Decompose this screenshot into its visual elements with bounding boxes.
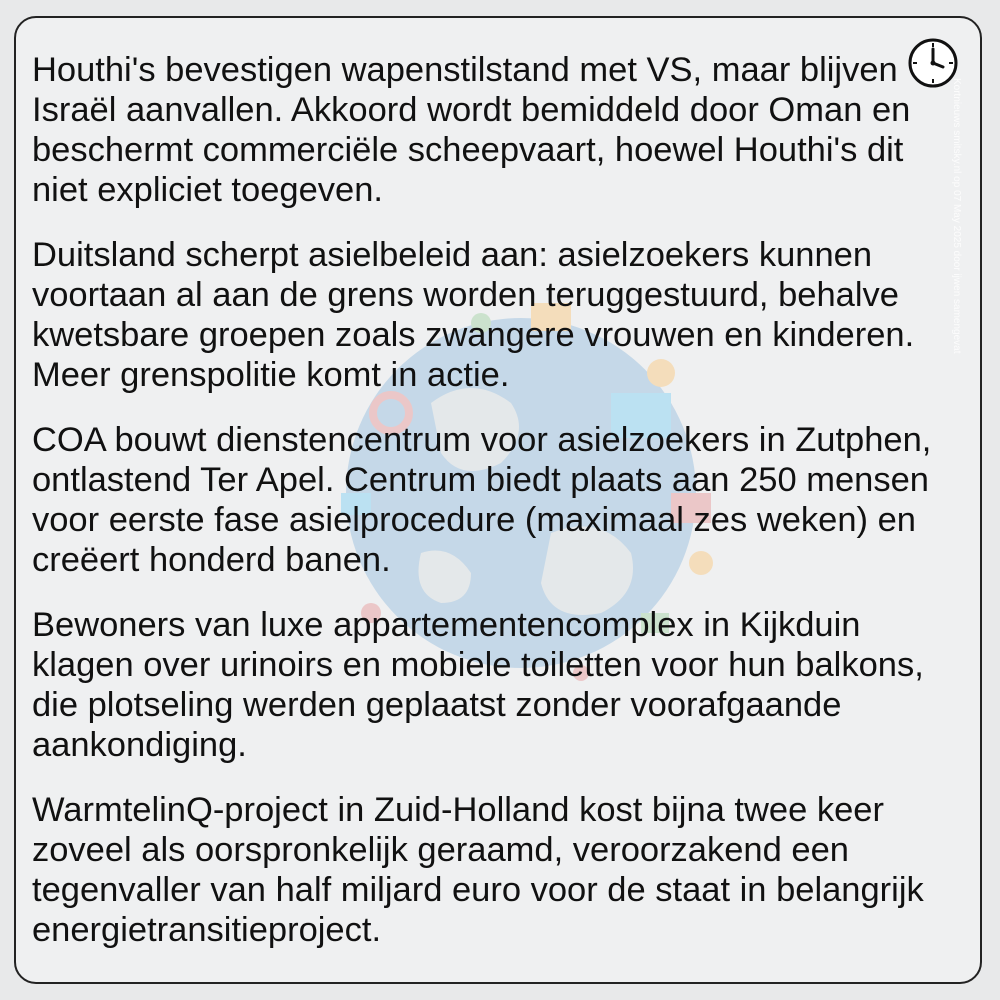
article-item: Houthi's bevestigen wapenstilstand met VS, maar blijven Israël aanvallen. Akkoord wordt bemiddeld door Oman en beschermt commerciële scheepvaart, hoewel Houthi's dit niet expliciet toegeven. <box>32 51 911 209</box>
article-list <box>32 50 952 975</box>
article-item: Bewoners van luxe appartementencomplex in Kijkduin klagen over urinoirs en mobiele toiletten voor hun balkons, die plotseling werden geplaatst zonder voorafgaande aankondiging. <box>32 606 924 764</box>
credit-text: Kortnieuws smitsky.nl op 07 May 2025 door ijwen samengevat <box>951 78 962 354</box>
article-item: WarmtelinQ-project in Zuid-Holland kost bijna twee keer zoveel als oorspronkelijk geraamd, veroorzakend een tegenvaller van half miljard euro voor de staat in belangrijk energietransitieproject. <box>32 791 924 949</box>
article-item: COA bouwt dienstencentrum voor asielzoekers in Zutphen, ontlastend Ter Apel. Centrum biedt plaats aan 250 mensen voor eerste fase asielprocedure (maximaal zes weken) en creëert honderd banen. <box>32 421 932 579</box>
article-item: Duitsland scherpt asielbeleid aan: asielzoekers kunnen voortaan al aan de grens worden teruggestuurd, behalve kwetsbare groepen zoals zwangere vrouwen en kinderen. Meer grenspolitie komt in actie. <box>32 236 915 394</box>
news-card <box>14 16 982 984</box>
